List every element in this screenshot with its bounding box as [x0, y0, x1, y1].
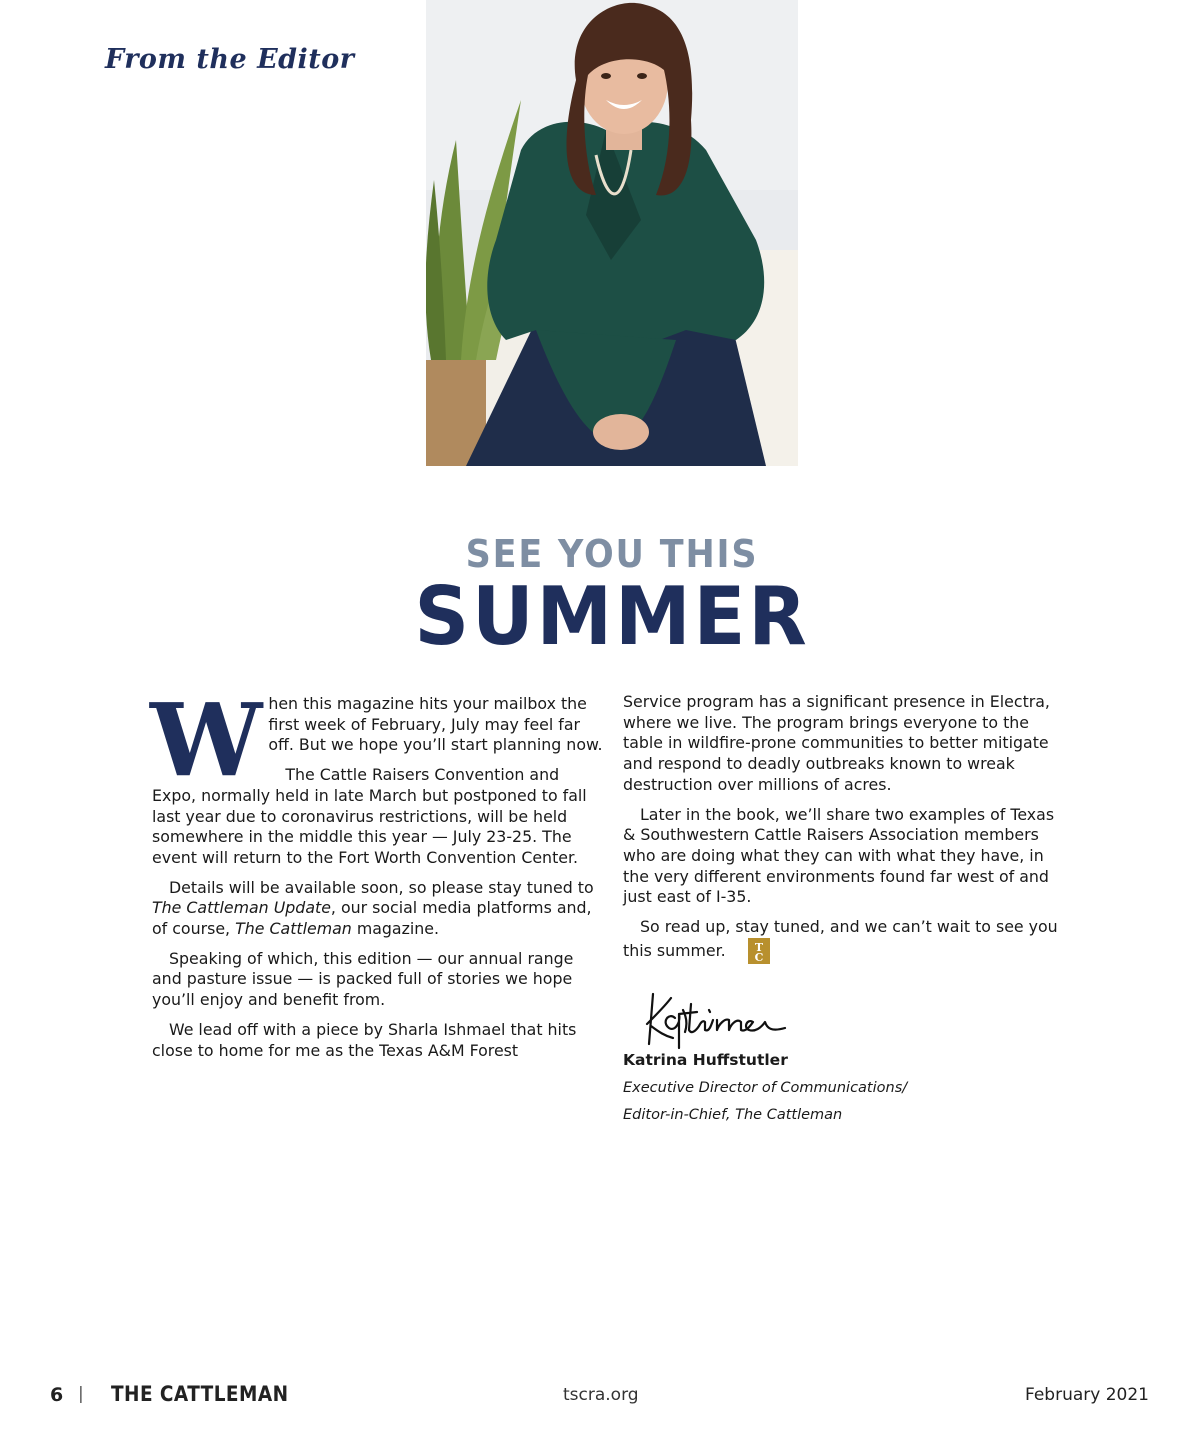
article-paragraph-5: We lead off with a piece by Sharla Ishmael that hits close to home for me as the Texas A&M Forest: [152, 1019, 577, 1060]
author-title-line-2: Editor-in-Chief, The Cattleman: [623, 1107, 843, 1124]
article-paragraph-8: [623, 917, 1068, 964]
section-label: From the Editor: [105, 44, 355, 75]
article-paragraph-4: Speaking of which, this edition — our annual range and pasture issue — is packed full of stories we hope you’ll enjoy and benefit from.: [152, 948, 574, 1010]
paragraph-text: So read up, stay tuned, and we can’t wait to see you this summer.: [623, 917, 1058, 960]
page-number: 6: [50, 1384, 64, 1406]
editor-portrait: [426, 0, 798, 466]
footer-separator: |: [78, 1384, 84, 1404]
website-link[interactable]: tscra.org: [563, 1385, 639, 1405]
article-paragraph-2: The Cattle Raisers Convention and Expo, normally held in late March but postponed to fall last year due to coronavirus restrictions, will be held somewhere in the middle this year — July 23-25. The event will return to the Fort Worth Convention Center.: [152, 765, 587, 867]
article-column-left: [150, 681, 604, 1070]
svg-text:T: T: [754, 940, 763, 954]
handwritten-signature: [635, 988, 1068, 1050]
paragraph-text: hen this magazine hits your mailbox the first week of February, July may feel far off. But we hope you’ll start planning now.: [268, 694, 603, 755]
author-name: Katrina Huffstutler: [623, 1050, 788, 1069]
article-paragraph-7: Later in the book, we’ll share two examples of Texas & Southwestern Cattle Raisers Association members who are doing what they can with what they have, in the very different environments found far west of and just east of I-35.: [623, 804, 1055, 907]
publication-name: The Cattleman: [235, 919, 352, 939]
publication-name: The Cattleman Update: [152, 898, 331, 918]
issue-date: February 2021: [1025, 1385, 1149, 1405]
article-paragraph-3: [152, 878, 604, 940]
headline-kicker: SEE YOU THIS: [465, 532, 759, 576]
article-column-right: [623, 692, 1068, 1133]
svg-text:C: C: [754, 950, 764, 964]
end-mark-icon: [731, 938, 764, 964]
article-paragraph-1: [150, 681, 604, 799]
page-footer: [0, 1382, 1200, 1412]
paragraph-text: , our social media platforms and, of course,: [152, 898, 592, 939]
headline-title: SUMMER: [414, 570, 810, 663]
paragraph-text: magazine.: [351, 919, 440, 939]
author-title-line-1: Executive Director of Communications/: [623, 1080, 908, 1097]
magazine-name: THE CATTLEMAN: [111, 1382, 289, 1406]
paragraph-text: Details will be available soon, so please stay tuned to: [169, 877, 594, 897]
article-paragraph-6: Service program has a significant presence in Electra, where we live. The program brings everyone to the table in wildfire-prone communities to better mitigate and respond to deadly outbreaks known to wreak destruction over millions of acres.: [623, 692, 1050, 794]
drop-cap: W: [150, 681, 263, 799]
